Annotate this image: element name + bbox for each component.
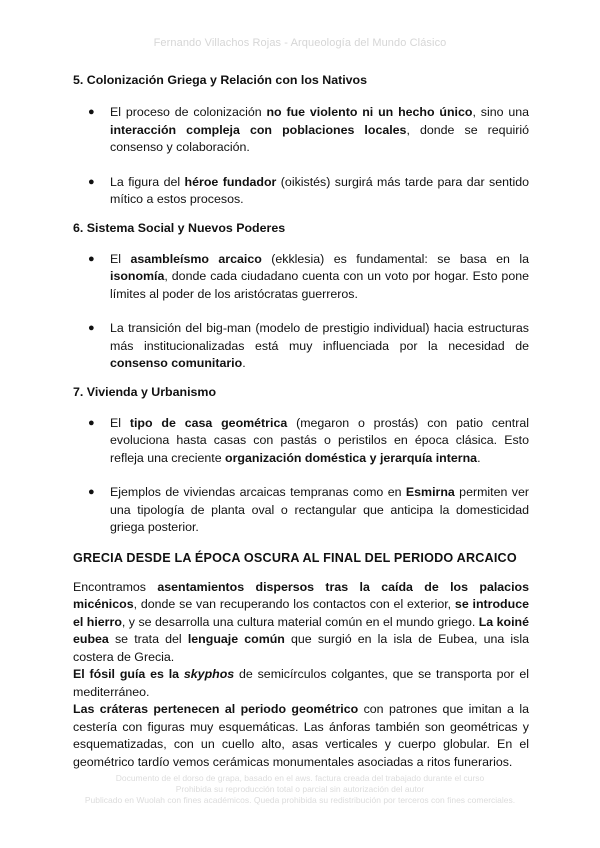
bold-text: Las cráteras pertenecen al periodo geométrico (73, 702, 359, 716)
bullet-icon: ● (88, 106, 95, 118)
text-run: con patrones que imitan a la cestería con figuras muy esquemáticas. Las ánforas también son geométricas y esquematizadas, con un cuello alto, asas verticales y cuerpo globular. En el geométrico tardío vemos cerámicas monumentales asociadas a ritos funerarios. (73, 702, 529, 769)
bold-text: lenguaje común (187, 632, 285, 646)
footer-line: Documento de el dorso de grapa, basado en el aws. factura creada del trabajado durante el curso (115, 773, 485, 783)
section-title: 6. Sistema Social y Nuevos Poderes (73, 220, 286, 235)
bold-text: asambleísmo arcaico (130, 251, 262, 266)
footer-line: Publicado en Wuolah con fines académicos. Queda prohibida su redistribución por terceros con fines comerciales. (84, 795, 516, 805)
text-run: . (242, 356, 246, 370)
section-7 (73, 384, 529, 537)
text-run: se trata del (108, 632, 188, 646)
list-item (73, 415, 529, 468)
bold-text: El fósil guía es la (73, 667, 184, 681)
paragraph (73, 666, 529, 701)
bold-text: Esmirna (405, 485, 455, 499)
bullet-icon: ● (88, 252, 95, 265)
bullet-icon: ● (88, 486, 95, 498)
bullet-list (73, 104, 529, 209)
list-item (73, 251, 529, 304)
header-watermark: Fernando Villachos Rojas - Arqueología del Mundo Clásico (153, 37, 447, 49)
paragraph (73, 579, 529, 667)
text-run: permiten ver una tipología de planta oval o rectangular que anticipa la domesticidad griega posterior. (110, 485, 529, 534)
text-run: El proceso de colonización (110, 105, 267, 119)
text-run: (ekklesia) es fundamental: se basa en la (261, 251, 529, 266)
bold-text: skyphos (183, 667, 235, 681)
footer-line: Prohibida su reproducción total o parcial sin autorización del autor (175, 784, 425, 794)
text-run: (megaron o prostás) con patio central evoluciona hasta casas con pastás o peristilos en época clásica. Esto refleja una creciente (110, 415, 529, 465)
chapter-heading: GRECIA DESDE LA ÉPOCA OSCURA AL FINAL DEL PERIODO ARCAICO (73, 550, 517, 565)
text-run: Encontramos (73, 579, 158, 594)
section-title: 5. Colonización Griega y Relación con los Nativos (73, 73, 368, 87)
text-run: La figura del (110, 174, 185, 189)
text-run: , y se desarrolla una cultura material común en el mundo griego. (121, 614, 479, 629)
bold-text: consenso comunitario (110, 356, 243, 370)
section-5 (73, 72, 529, 209)
text-run: de semicírculos colgantes, que se transporta por el mediterráneo. (73, 667, 529, 699)
bold-text: héroe fundador (184, 174, 277, 189)
list-item (73, 174, 529, 209)
paragraph (73, 701, 529, 771)
section-title: 7. Vivienda y Urbanismo (73, 384, 217, 399)
body-text (73, 579, 529, 772)
list-item (73, 104, 529, 157)
text-run: (oikistés) surgirá más tarde para dar sentido mítico a estos procesos. (110, 174, 530, 206)
text-run: El (110, 251, 131, 266)
text-run: , donde se van recuperando los contactos con el exterior, (133, 597, 455, 611)
bold-text: asentamientos dispersos tras la caída de los palacios micénicos (73, 579, 529, 611)
text-run: , sino una (472, 105, 529, 119)
bullet-list (73, 415, 529, 537)
text-run: Ejemplos de viviendas arcaicas tempranas como en (110, 485, 406, 499)
footer-watermark (0, 773, 600, 806)
bold-text: tipo de casa geométrica (129, 415, 288, 430)
bold-text: no fue violento ni un hecho único (266, 105, 473, 119)
bullet-icon: ● (88, 175, 95, 188)
bold-text: organización doméstica y jerarquía interna (225, 450, 478, 465)
text-run: , donde cada ciudadano cuenta con un voto por hogar. Esto pone límites al poder de los aristócratas guerreros. (110, 269, 529, 301)
document-content (73, 72, 529, 771)
text-run: La transición del big-man (modelo de prestigio individual) hacia estructuras más institucionalizadas está muy influenciada por la necesidad de (110, 321, 529, 353)
text-run: . (477, 450, 481, 465)
list-item (73, 320, 529, 373)
section-6 (73, 220, 529, 373)
bullet-icon: ● (88, 416, 95, 429)
bullet-list (73, 251, 529, 373)
bold-text: se introduce el hierro (73, 597, 529, 629)
list-item (73, 484, 529, 537)
bold-text: isonomía (110, 269, 165, 283)
text-run: , donde se requirió consenso y colaboración. (110, 122, 529, 154)
text-run: El (110, 415, 130, 430)
bold-text: interacción compleja con poblaciones locales (110, 122, 407, 137)
bullet-icon: ● (88, 322, 95, 334)
text-run: que surgió en la isla de Eubea, una isla costera de Grecia. (73, 632, 529, 664)
bold-text: La koiné eubea (73, 614, 530, 646)
